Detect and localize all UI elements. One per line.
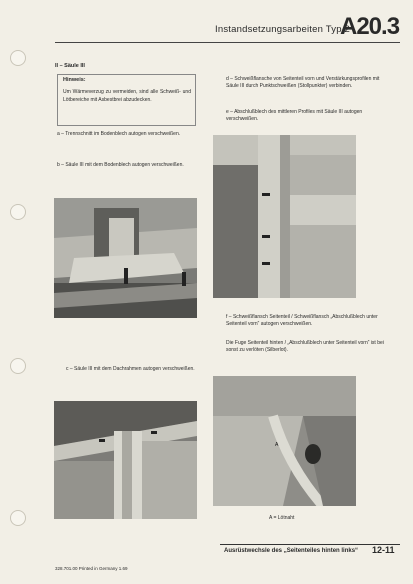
photo-floor-weld	[54, 198, 197, 318]
photo-caption: A = Lötnaht	[269, 515, 295, 521]
header-rule	[55, 42, 400, 43]
note-text: Um Wärmeverzug zu vermeiden, sind alle Schweiß- und Lötbereiche mit Asbestbrei abzudecken.	[63, 89, 191, 103]
note-title: Hinweis:	[63, 77, 86, 83]
photo-roof-frame	[54, 401, 197, 519]
footer-title: Ausrüstwechsle des „Seitenteiles hinten links“	[224, 548, 359, 554]
print-info: 328.701.00 Printed in Germany 1.69	[55, 566, 128, 571]
photo-pillar-flanges	[213, 135, 356, 298]
photo-floor-weld-image	[54, 198, 197, 318]
step-b: b – Säule III mit dem Bodenblech autogen verschweißen.	[57, 162, 184, 168]
photo-roof-frame-image	[54, 401, 197, 519]
step-a: a – Trennschnitt im Bodenblech autogen verschweißen.	[57, 131, 181, 137]
binder-hole	[10, 204, 26, 220]
binder-hole	[10, 50, 26, 66]
step-d: d – Schweißflansche von Seitenteil vorn und Verstärkungsprofilen mit Säule III durch Punktschweißen (Stollpunkter) verbinden.	[226, 76, 380, 90]
photo-solder-seam-image	[213, 376, 356, 506]
header-title: Instandsetzungsarbeiten Typ 2	[215, 24, 351, 35]
binder-hole	[10, 358, 26, 374]
photo-pillar-flanges-image	[213, 135, 356, 298]
section-heading: II – Säule III	[55, 63, 85, 69]
photo-solder-seam	[213, 376, 356, 506]
binder-hole	[10, 510, 26, 526]
step-c: c – Säule III mit dem Dachrahmen autogen verschweißen.	[66, 366, 195, 372]
step-f: f – Schweißflansch Seitenteil / Schweißflansch „Abschlußblech unter Seitenteil vorn“ autogen verschweißen.	[226, 314, 378, 328]
step-e: e – Abschlußblech des mittleren Profiles mit Säule III autogen verschweißen.	[226, 109, 363, 123]
step-f-note: Die Fuge Seitenteil hinten / „Abschlußblech unter Seitenteil vorn“ ist bei sonst zu verlöten (Silberlot).	[226, 340, 384, 354]
photo-label-a: A	[275, 442, 279, 448]
header-code: A20.3	[340, 13, 400, 40]
page-number: 12-11	[372, 545, 395, 555]
